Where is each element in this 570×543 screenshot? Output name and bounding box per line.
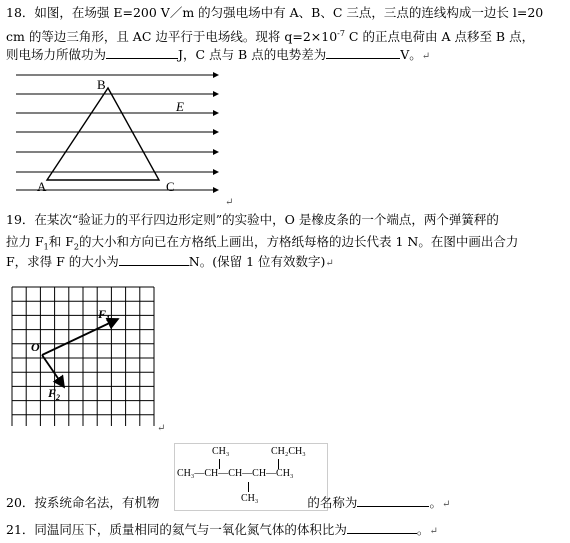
substituent-top-right: CH₂CH₃ (271, 446, 306, 457)
q19-line3: F，求得 F 的大小为 N。(保留 1 位有效数字)↵ (6, 254, 334, 269)
point-label-c: C (166, 179, 175, 194)
answer-blank[interactable] (119, 253, 189, 266)
label-f1: $F_1$ (98, 307, 111, 323)
point-label-a: A (37, 179, 47, 194)
label-f2: $F_2$ (48, 386, 61, 402)
point-label-o: O (31, 340, 40, 354)
electric-field-figure (10, 66, 225, 198)
bond-line (248, 482, 249, 492)
substituent-top-left: CH₃ (212, 446, 230, 457)
q19-line1: 19．在某次“验证力的平行四边形定则”的实验中，O 是橡皮条的一个端点，两个弹簧秤的 (6, 212, 499, 227)
field-label-e: E (176, 99, 184, 114)
equilateral-triangle (47, 88, 159, 180)
q18-line1: 18．如图，在场强 E=200 V／m 的匀强电场中有 A、B、C 三点，三点的连线构成一边长 l=20 (6, 5, 544, 20)
q19-line2: 拉力 $F_1$和 $F_2$的大小和方向已在方格纸上画出，方格纸每格的边长代表 1 N。在图中画出合力 (6, 234, 519, 252)
main-chain: CH₃—CH—CH—CH—CH₃ (177, 468, 294, 479)
field-lines (16, 75, 218, 190)
answer-blank[interactable] (326, 46, 400, 59)
return-mark: ↵ (157, 423, 166, 434)
force-vector-f1 (42, 319, 118, 355)
force-vector-f2 (42, 355, 64, 387)
q18-line2: cm 的等边三角形，且 AC 边平行于电场线。现将 $q=2\times 10^{-7}$ C 的正点电荷由 A 点移至 B 点， (6, 29, 535, 45)
square-grid (12, 287, 154, 426)
substituent-bottom: CH₃ (241, 493, 259, 504)
q21-line: 21．同温同压下，质量相同的氦气与一氧化氮气体的体积比为 。↵ (6, 522, 438, 537)
answer-blank[interactable] (357, 494, 429, 507)
answer-blank[interactable] (106, 46, 178, 59)
q20-line: 20．按系统命名法，有机物 的名称为 。↵ (6, 495, 451, 510)
q18-line3: 则电场力所做功为 J，C 点与 B 点的电势差为 V。↵ (6, 47, 431, 62)
force-grid-figure (8, 283, 158, 426)
point-label-b: B (97, 77, 106, 92)
return-mark: ↵ (225, 197, 234, 208)
answer-blank[interactable] (347, 521, 417, 534)
